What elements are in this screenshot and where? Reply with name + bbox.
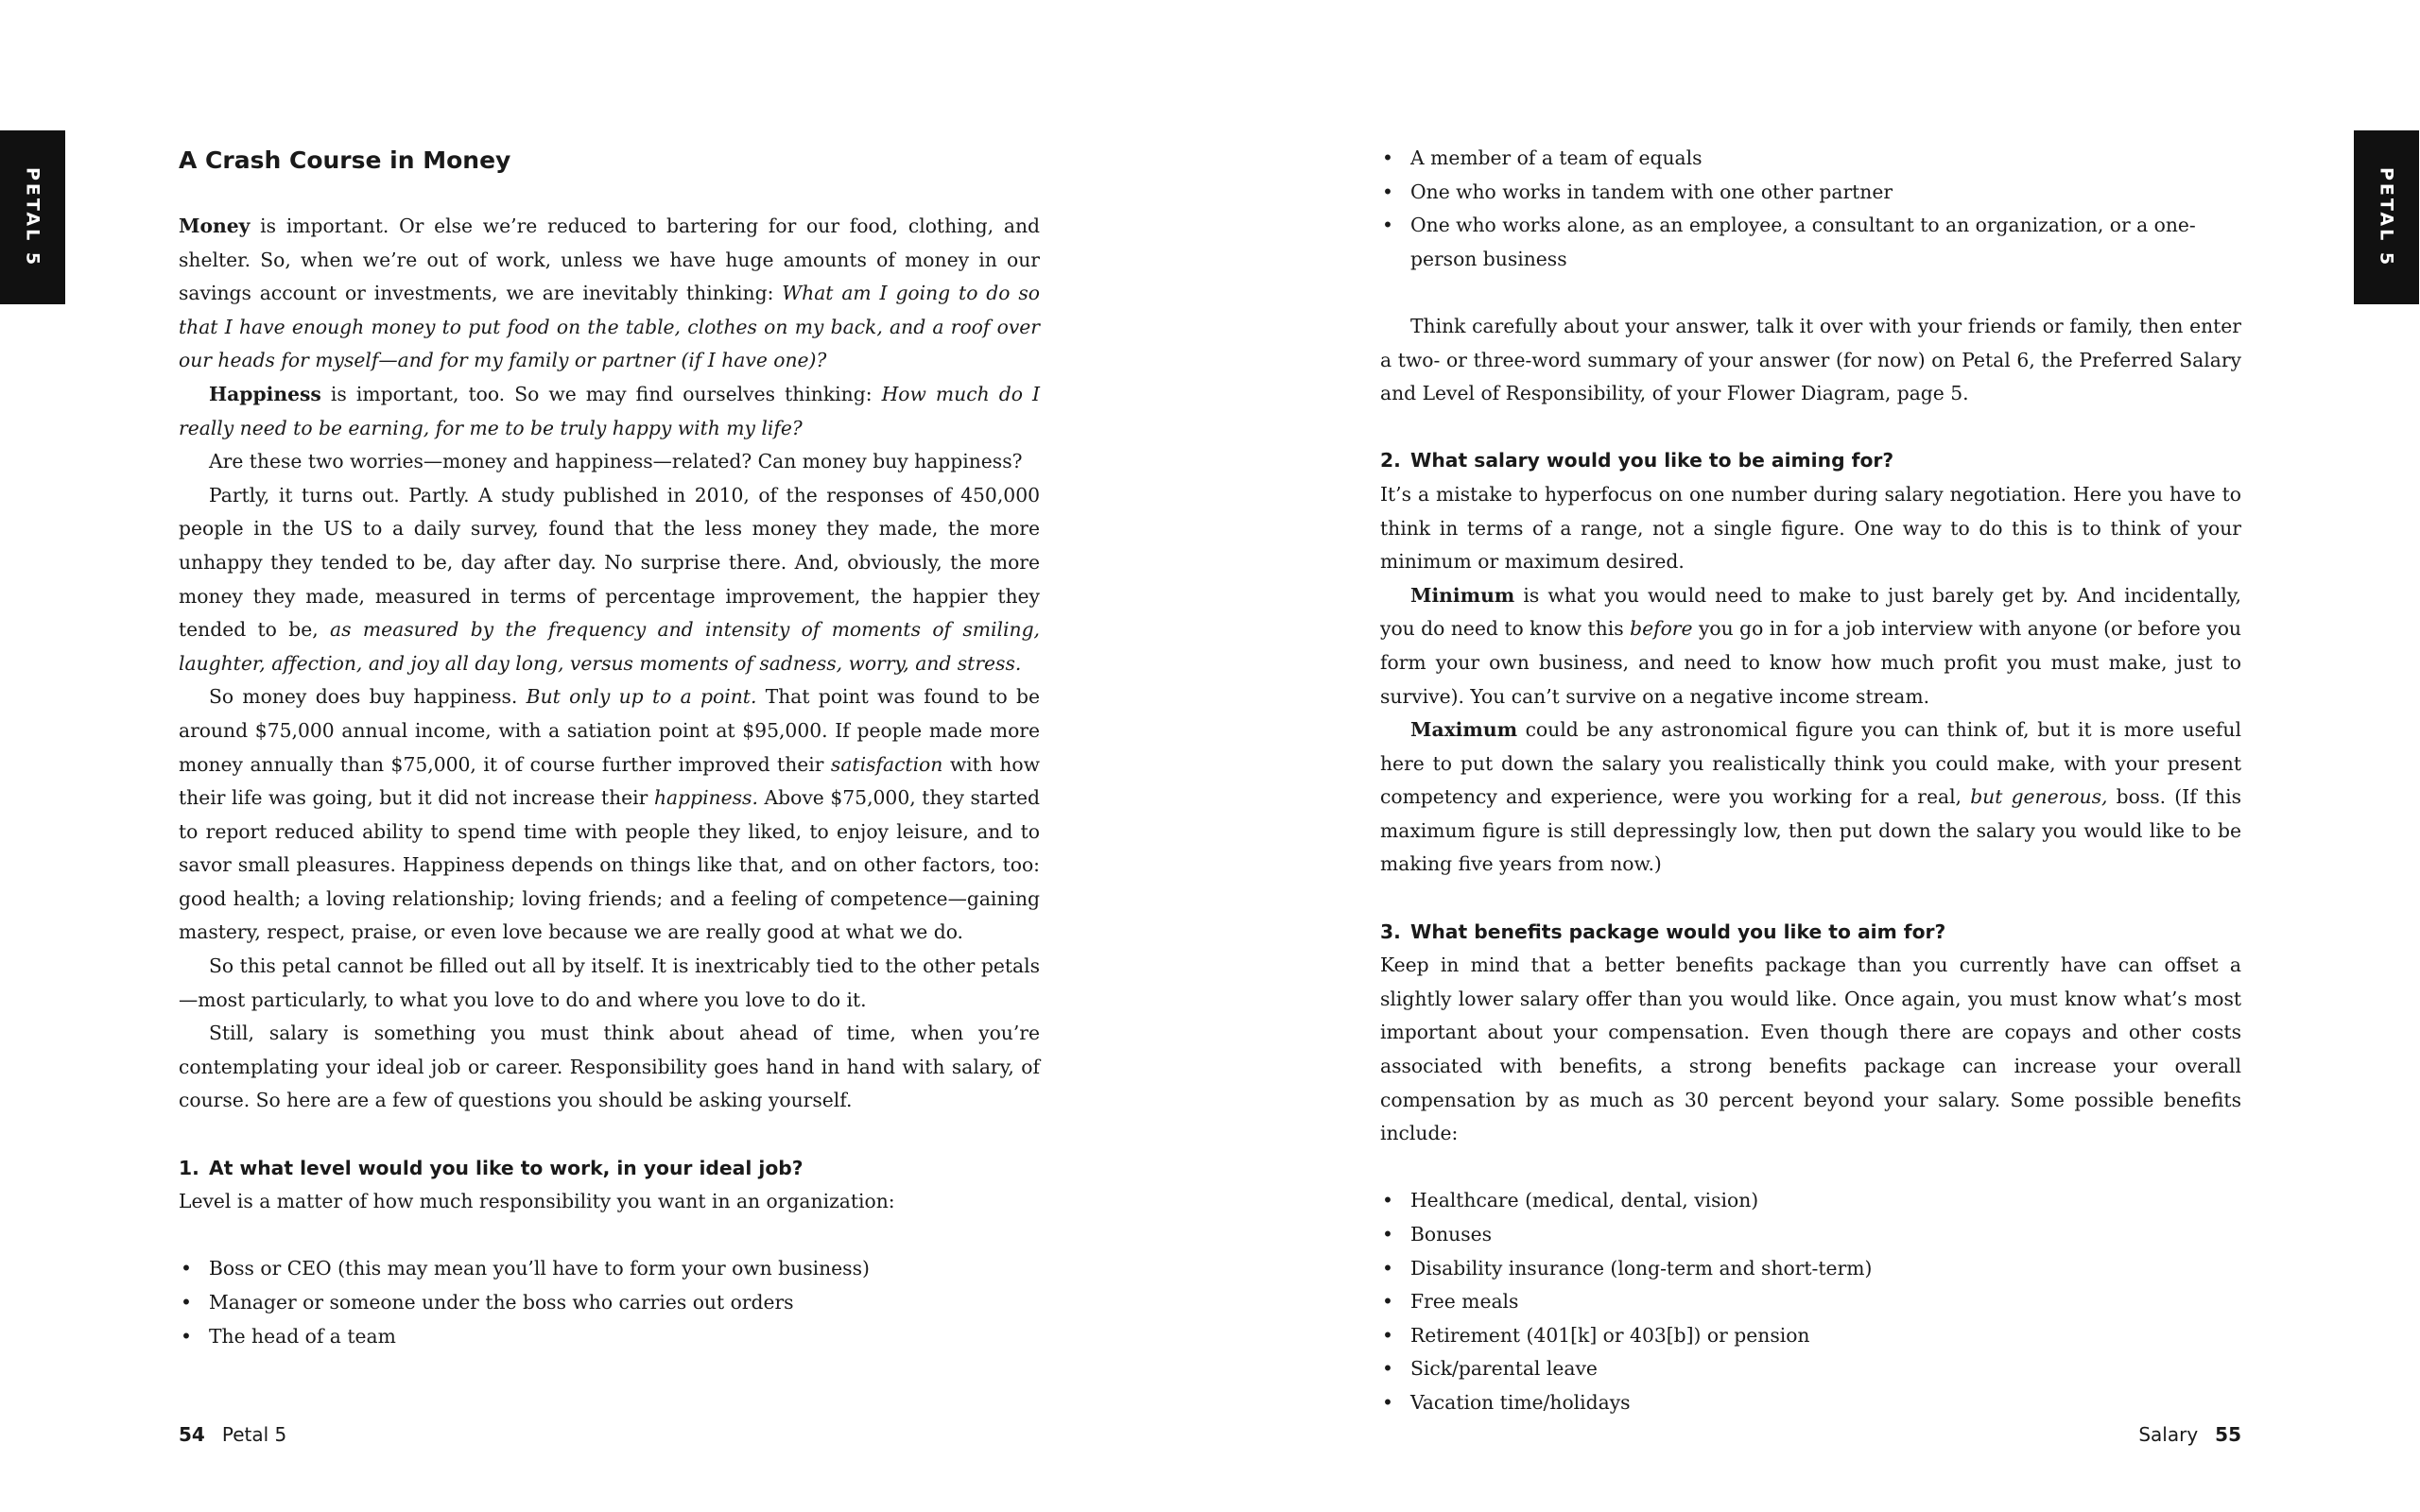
paragraph-petal: So this petal cannot be filled out all by itself. It is inextricably tied to the other petals—most particularly, to what you love to do and where you love to do it. <box>179 954 1040 1011</box>
level-list <box>179 1252 1040 1353</box>
paragraph-text: Above $75,000, they started to report reduced ability to spend time with people they liked, to enjoy leisure, and to savor small pleasures. Happiness depends on things like that, and on other factors, too: good health; a loving relationship; loving friends; and a feeling of competence—gaining mastery, respect, praise, or even love because we are really good at what we do. <box>179 786 1040 944</box>
paragraph-italic: as measured by the frequency and intensity of moments of smiling, laughter, affection, and joy all day long, versus moments of sadness, worry, and stress. <box>179 618 1040 675</box>
term-money: Money <box>179 215 251 237</box>
list-item: • Boss or CEO (this may mean you’ll have to form your own business) <box>179 1252 1040 1286</box>
question-number: 2. <box>1380 449 1401 472</box>
question-text: What benefits package would you like to aim for? <box>1410 919 1946 943</box>
paragraph-happiness <box>179 378 1040 445</box>
list-item: • Free meals <box>1380 1285 2241 1319</box>
paragraph-point <box>179 680 1040 950</box>
left-page <box>179 142 1040 1353</box>
page-number: 55 <box>2215 1423 2241 1446</box>
level-list-continued <box>1380 142 2241 276</box>
list-item: • Disability insurance (long-term and short-term) <box>1380 1252 2241 1286</box>
paragraph-text: is important. Or else we’re reduced to bartering for our food, clothing, and shelter. So, when we’re out of work, unless we have huge amounts of money in our savings account or investments, we are inevitably thinking: <box>179 215 1040 305</box>
paragraph-worries: Are these two worries—money and happiness—related? Can money buy happiness? <box>209 450 1023 473</box>
paragraph-salary: Still, salary is something you must think about ahead of time, when you’re contemplating your ideal job or career. Responsibility goes hand in hand with salary, of course. So here are a few of questions you should be asking yourself. <box>179 1022 1040 1112</box>
list-item: • One who works alone, as an employee, a consultant to an organization, or a one-person business <box>1380 209 2241 276</box>
list-item: • Retirement (401[k] or 403[b]) or pension <box>1380 1319 2241 1353</box>
petal-tab-label: PETAL 5 <box>2376 166 2397 268</box>
paragraph-think: Think carefully about your answer, talk it over with your friends or family, then enter a two- or three-word summary of your answer (for now) on Petal 6, the Preferred Salary and Level of Responsibility, of your Flower Diagram, page 5. <box>1380 314 2241 405</box>
paragraph-text: boss. (If this maximum figure is still depressingly low, then put down the salary you would like to be making five years from now.) <box>1380 785 2241 876</box>
question-text: At what level would you like to work, in your ideal job? <box>209 1156 804 1179</box>
paragraph-text: you go in for a job interview with anyone (or before you form your own business, and need to know how much profit you must make, just to survive). You can’t survive on a negative income stream. <box>1380 617 2241 708</box>
term-happiness: Happiness <box>209 382 321 405</box>
list-item: • Sick/parental leave <box>1380 1352 2241 1386</box>
running-head: Petal 5 <box>221 1423 287 1446</box>
petal-tab-label: PETAL 5 <box>22 166 43 268</box>
paragraph-text: could be any astronomical figure you can think of, but it is more useful here to put down the salary you realistically think you could make, with your present competency and experience, were you working for a real, <box>1380 718 2241 809</box>
list-item: • Manager or someone under the boss who carries out orders <box>179 1286 1040 1320</box>
paragraph-benefits: Keep in mind that a better benefits package than you currently have can offset a slightly lower salary offer than you would like. Once again, you must know what’s most important about your compensation. Even though there are copays and other costs associated with benefits, a strong benefits package can increase your overall compensation by as much as 30 percent beyond your salary. Some possible benefits include: <box>1380 954 2241 1145</box>
running-head: Salary <box>2138 1423 2199 1446</box>
paragraph-text: is important, too. So we may find ourselves thinking: <box>320 382 882 405</box>
paragraph-level: Level is a matter of how much responsibility you want in an organization: <box>179 1190 895 1213</box>
question-number: 1. <box>179 1156 199 1179</box>
list-item: • A member of a team of equals <box>1380 142 2241 176</box>
benefits-list <box>1380 1184 2241 1419</box>
paragraph-maximum <box>1380 713 2241 882</box>
paragraph-money <box>179 210 1040 378</box>
folio-left <box>179 1423 286 1446</box>
paragraph-text: That point was found to be around $75,000 annual income, with a satiation point at $95,000. If people made more money annually than $75,000, it of course further improved their <box>179 685 1041 776</box>
paragraph-study <box>179 479 1040 681</box>
term-maximum: Maximum <box>1410 718 1518 742</box>
paragraph-italic: But only up to a point. <box>526 685 757 709</box>
paragraph-italic: happiness. <box>653 786 758 810</box>
paragraph-italic: How much do I really need to be earning, for me to be truly happy with my life? <box>179 382 1040 439</box>
list-item: • Vacation time/holidays <box>1380 1386 2241 1420</box>
paragraph-text: So money does buy happiness. <box>209 685 527 709</box>
paragraph-italic: before <box>1630 617 1693 641</box>
petal-tab-right <box>2354 130 2419 304</box>
list-item: • Bonuses <box>1380 1218 2241 1252</box>
term-minimum: Minimum <box>1410 583 1515 607</box>
question-text: What salary would you like to be aiming for? <box>1410 449 1894 472</box>
question-number: 3. <box>1380 919 1401 943</box>
paragraph-italic: satisfaction <box>830 752 943 776</box>
question-heading <box>1380 916 2241 950</box>
page-number: 54 <box>179 1423 205 1446</box>
paragraph-range: It’s a mistake to hyperfocus on one number during salary negotiation. Here you have to think in terms of a range, not a single figure. One way to do this is to think of your minimum or maximum desired. <box>1380 482 2241 574</box>
paragraph-italic: What am I going to do so that I have enough money to put food on the table, clothes on my back, and a roof over our heads for myself—and for my family or partner (if I have one)? <box>179 282 1040 372</box>
paragraph-text: Partly, it turns out. Partly. A study published in 2010, of the responses of 450,000 people in the US to a daily survey, found that the less money they made, the more unhappy they tended to be, day after day. No surprise there. And, obviously, the more money they made, measured in terms of percentage improvement, the happier they tended to be, <box>179 483 1040 642</box>
paragraph-text: is what you would need to make to just barely get by. And incidentally, you do need to know this <box>1380 583 2241 641</box>
paragraph-minimum <box>1380 579 2241 713</box>
list-item: • The head of a team <box>179 1320 1040 1354</box>
list-item: • One who works in tandem with one other partner <box>1380 176 2241 210</box>
right-page <box>1380 142 2241 1420</box>
section-title: A Crash Course in Money <box>179 146 511 174</box>
question-heading <box>179 1152 1040 1186</box>
paragraph-text: with how their life was going, but it did not increase their <box>179 752 1040 810</box>
folio-right <box>2138 1423 2241 1446</box>
list-item: • Healthcare (medical, dental, vision) <box>1380 1184 2241 1218</box>
paragraph-italic: but generous, <box>1970 785 2108 809</box>
question-heading <box>1380 444 2241 478</box>
petal-tab-left <box>0 130 65 304</box>
